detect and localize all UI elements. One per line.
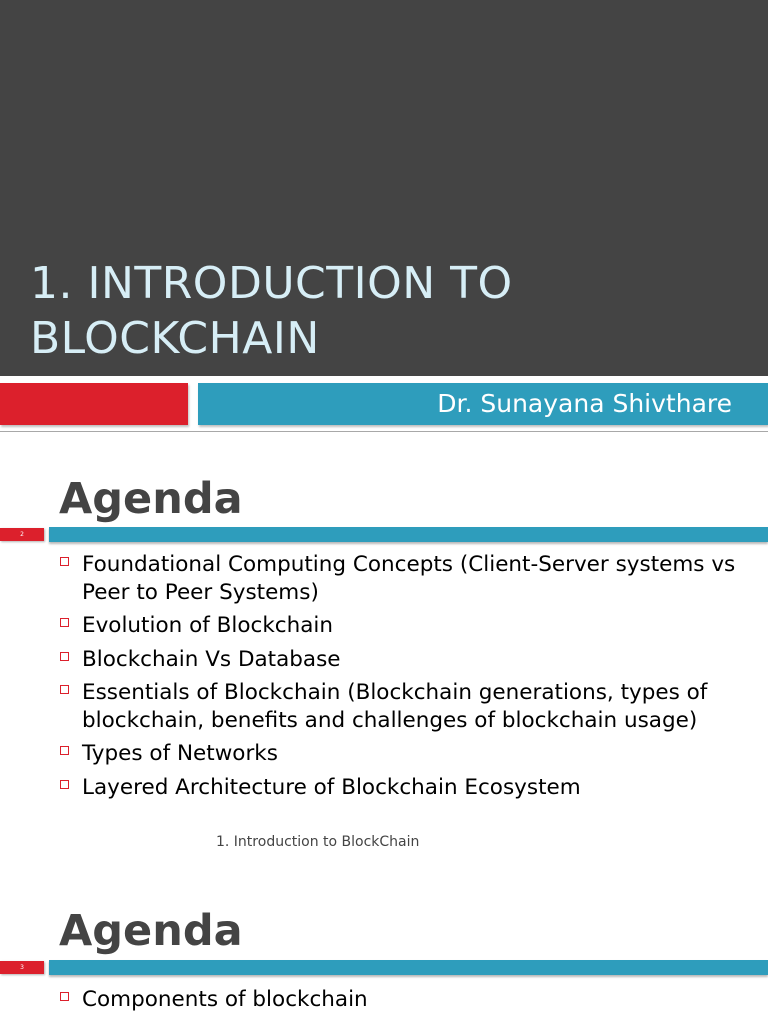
title-line-1: 1. INTRODUCTION TO [30, 258, 513, 309]
slide-2-bullet-list [58, 551, 738, 807]
list-item: Evolution of Blockchain [58, 612, 738, 640]
author-name: Dr. Sunayana Shivthare [437, 389, 732, 418]
slide-2-footer: 1. Introduction to BlockChain [216, 834, 420, 850]
square-bullet-icon [60, 557, 69, 566]
list-item: Foundational Computing Concepts (Client-Server systems vs Peer to Peer Systems) [58, 551, 738, 606]
square-bullet-icon [60, 780, 69, 789]
slide-3-heading: Agenda [59, 906, 243, 956]
square-bullet-icon [60, 652, 69, 661]
slide-divider [0, 431, 768, 432]
author-bar [198, 383, 768, 425]
slide-2-heading: Agenda [59, 474, 243, 524]
list-item: Components of blockchain [58, 986, 738, 1014]
slide-3-bullet-list [58, 986, 738, 1020]
slide-title [30, 256, 730, 366]
list-item: Essentials of Blockchain (Blockchain generations, types of blockchain, benefits and challenges of blockchain usage) [58, 679, 738, 734]
list-item: Blockchain Vs Database [58, 646, 738, 674]
square-bullet-icon [60, 992, 69, 1001]
slide-3-heading-band [49, 960, 768, 975]
accent-bar-red [0, 383, 188, 425]
square-bullet-icon [60, 618, 69, 627]
title-slide [0, 0, 768, 432]
slide-3-number-badge: 3 [0, 961, 44, 974]
title-line-2: BLOCKCHAIN [30, 313, 320, 364]
title-band [0, 0, 768, 376]
list-item: Types of Networks [58, 740, 738, 768]
square-bullet-icon [60, 746, 69, 755]
slide-2-number-badge: 2 [0, 528, 44, 541]
square-bullet-icon [60, 685, 69, 694]
list-item: Layered Architecture of Blockchain Ecosystem [58, 774, 738, 802]
slide-2-heading-band [49, 527, 768, 542]
